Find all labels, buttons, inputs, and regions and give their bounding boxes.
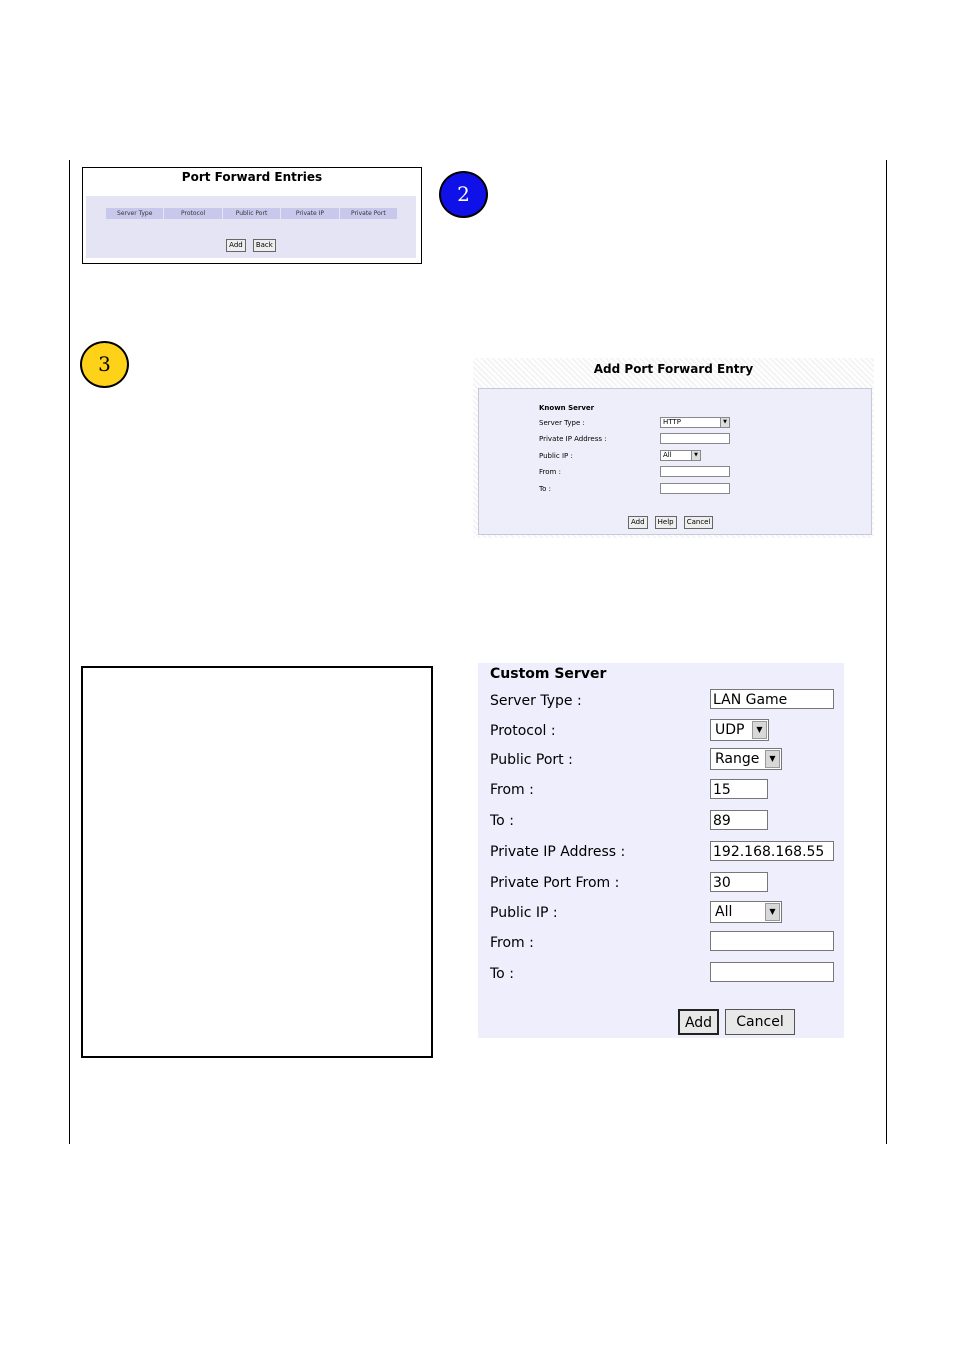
right-page-rule — [886, 160, 887, 1144]
column-public-port: Public Port — [223, 208, 281, 219]
custom-server-panel — [478, 663, 844, 1038]
cs-private-ip-input[interactable]: 192.168.168.55 — [710, 841, 834, 861]
back-button[interactable]: Back — [253, 239, 276, 252]
cs-from-label: From : — [490, 782, 534, 798]
ks-private-ip-label: Private IP Address : — [539, 435, 607, 443]
cs-from2-label: From : — [490, 935, 534, 951]
cs-public-ip-label: Public IP : — [490, 905, 558, 921]
known-server-form — [478, 388, 872, 535]
add-port-forward-entry-panel — [473, 358, 874, 538]
step-2-badge: 2 — [439, 171, 488, 218]
cs-public-port-value: Range — [715, 751, 760, 767]
known-server-heading: Known Server — [539, 404, 595, 412]
cs-to-label: To : — [490, 813, 514, 829]
column-protocol: Protocol — [164, 208, 222, 219]
ks-button-row — [627, 509, 714, 529]
ks-cancel-button[interactable]: Cancel — [684, 516, 714, 529]
cs-public-ip-select[interactable] — [710, 901, 782, 923]
column-private-ip: Private IP — [281, 208, 339, 219]
cs-protocol-value: UDP — [715, 722, 745, 738]
chevron-down-icon: ▼ — [752, 721, 767, 739]
cs-public-port-label: Public Port : — [490, 752, 573, 768]
ks-private-ip-input[interactable] — [660, 433, 730, 444]
cs-to2-input[interactable] — [710, 962, 834, 982]
add-entry-button[interactable]: Add — [226, 239, 246, 252]
ks-server-type-value: HTTP — [663, 418, 681, 426]
entries-table-header — [106, 208, 398, 219]
ks-server-type-select[interactable] — [660, 417, 730, 428]
note-box — [81, 666, 433, 1058]
cs-public-port-select[interactable] — [710, 748, 782, 770]
ks-public-ip-label: Public IP : — [539, 452, 573, 460]
ks-add-button[interactable]: Add — [628, 516, 648, 529]
cs-server-type-label: Server Type : — [490, 693, 582, 709]
cs-to-input[interactable]: 89 — [710, 810, 768, 830]
column-server-type: Server Type — [106, 208, 164, 219]
ks-public-ip-select[interactable] — [660, 450, 701, 461]
step-3-badge: 3 — [80, 341, 129, 388]
cs-server-type-input[interactable]: LAN Game — [710, 689, 834, 709]
cs-private-port-from-input[interactable]: 30 — [710, 872, 768, 892]
ks-to-input[interactable] — [660, 483, 730, 494]
ks-public-ip-value: All — [663, 451, 672, 459]
left-page-rule — [69, 160, 70, 1144]
chevron-down-icon: ▼ — [720, 418, 729, 427]
port-forward-entries-panel — [82, 167, 422, 264]
chevron-down-icon: ▼ — [691, 451, 700, 460]
ks-from-input[interactable] — [660, 466, 730, 477]
port-forward-entries-title: Port Forward Entries — [181, 170, 323, 184]
chevron-down-icon: ▼ — [765, 903, 780, 921]
ks-from-label: From : — [539, 468, 561, 476]
ks-server-type-label: Server Type : — [539, 419, 585, 427]
add-port-forward-entry-title: Add Port Forward Entry — [593, 362, 754, 376]
entries-button-row — [86, 232, 416, 252]
cs-from2-input[interactable] — [710, 931, 834, 951]
cs-private-port-from-label: Private Port From : — [490, 875, 620, 891]
cs-private-ip-label: Private IP Address : — [490, 844, 626, 860]
cs-cancel-button[interactable]: Cancel — [725, 1009, 795, 1035]
ks-help-button[interactable]: Help — [655, 516, 677, 529]
cs-protocol-select[interactable] — [710, 719, 769, 741]
cs-from-input[interactable]: 15 — [710, 779, 768, 799]
chevron-down-icon: ▼ — [765, 750, 780, 768]
port-forward-entries-body — [86, 196, 416, 258]
cs-add-button[interactable]: Add — [678, 1009, 719, 1035]
custom-server-title: Custom Server — [490, 666, 607, 682]
cs-public-ip-value: All — [715, 904, 733, 920]
column-private-port: Private Port — [340, 208, 398, 219]
ks-to-label: To : — [539, 485, 551, 493]
cs-protocol-label: Protocol : — [490, 723, 556, 739]
cs-to2-label: To : — [490, 966, 514, 982]
